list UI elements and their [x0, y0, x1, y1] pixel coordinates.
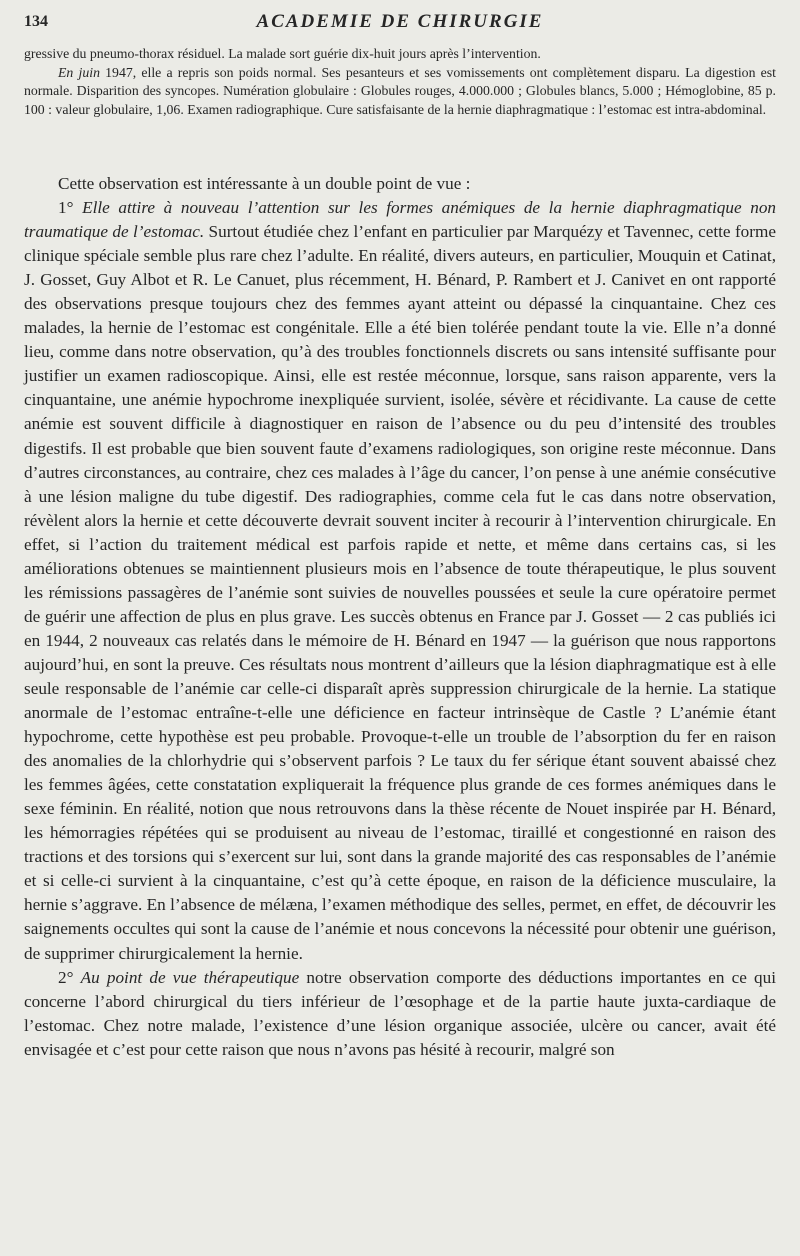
paragraph-1-number: 1° [58, 198, 74, 218]
running-title: ACADEMIE DE CHIRURGIE [256, 11, 544, 32]
body-text [24, 172, 776, 1062]
case-note-line1: gressive du pneumo-thorax résiduel. La malade sort guérie dix-huit jours après l’intervention. [24, 46, 541, 61]
paragraph-1-italic: Elle attire à nouveau l’attention sur les formes anémiques de la hernie diaphragmatique non traumatique de l’estomac. [24, 198, 777, 242]
page-header [24, 11, 776, 37]
case-note-date: En juin [58, 64, 100, 80]
paragraph-2-italic: Au point de vue thérapeutique [80, 967, 300, 987]
case-note-text: 1947, elle a repris son poids normal. Ses pesanteurs et ses vomissements ont complètement disparu. La digestion est normale. Disparition des syncopes. Numération globulaire : Globules rouges, 4.000.000 ; Globules blancs, 5.000 ; Hémoglobine, 85 p. 100 : valeur globulaire, 1,06. Examen radiographique. Cure satisfaisante de la hernie diaphragmatique : l’estomac est intra-abdominal. [24, 64, 776, 117]
paragraph-2-number: 2° [58, 967, 74, 987]
paragraph-1-text: Surtout étudiée chez l’enfant en particulier par Marquézy et Tavennec, cette forme clinique spéciale semble plus rare chez l’adulte. En réalité, divers auteurs, en particulier, Mouquin et Catinat, J. Gosset, Guy Albot et R. Le Canuet, plus récemment, H. Bénard, P. Rambert et J. Canivet en ont rapporté des observations presque toujours chez des femmes ayant atteint ou dépassé la cinquantaine. Chez ces malades, la hernie de l’estomac est congénitale. Elle a été bien tolérée pendant toute la vie. Elle n’a donné lieu, comme dans notre observation, qu’à des troubles fonctionnels discrets ou sans intensité suffisante pour justifier un examen radioscopique. Ainsi, elle est restée méconnue, lorsque, sans raison apparente, vers la cinquantaine, une anémie hypochrome inexpliquée survient, isolée, sévère et récidivante. La cause de cette anémie est souvent difficile à diagnostiquer en raison de l’absence ou du peu d’intensité des troubles digestifs. Il est probable que bien souvent faute d’examens radiologiques, son origine reste méconnue. Dans d’autres circonstances, au contraire, chez ces malades à l’âge du cancer, l’on pense à une anémie consécutive à une lésion maligne du tube digestif. Des radiographies, comme cela fut le cas dans notre observation, révèlent alors la hernie et cette découverte devrait souvent inciter à recourir à l’intervention chirurgicale. En effet, si l’action du traitement médical est parfois rapide et nette, et même dans certains cas, si les améliorations obtenues se maintiennent plusieurs mois en l’absence de toute thérapeutique, le plus souvent les rémissions passagères de l’anémie sont suivies de nouvelles poussées et seule la cure opératoire permet de guérir une affection de plus en plus grave. Les succès obtenus en France par J. Gosset — 2 cas publiés ici en 1944, 2 nouveaux cas relatés dans le mémoire de H. Bénard en 1947 — la guérison que nous rapportons aujourd’hui, en sont la preuve. Ces résultats nous montrent d’ailleurs que la lésion diaphragmatique est à elle seule responsable de l’anémie car celle-ci disparaît après suppression chirurgicale de la hernie. La statique anormale de l’estomac entraîne-t-elle une déficience en facteur intrinsèque de Castle ? L’anémie étant hypochrome, cette hypothèse est peu probable. Provoque-t-elle un trouble de l’absorption du fer en raison des anomalies de la chlorhydrie qui s’observent parfois ? Le taux du fer sérique étant souvent abaissé chez les femmes âgées, cette constatation expliquerait la fréquence plus grande de ces formes anémiques dans le sexe féminin. En réalité, notion que nous retrouvons dans la thèse récente de Nouet inspirée par H. Bénard, les hémorragies répétées qui se produisent au niveau de l’estomac, tiraillé et congestionné en raison des tractions et des torsions qui s’exercent sur lui, sont dans la grande majorité des cas responsables de l’anémie et si celle-ci survient à la cinquantaine, c’est qu’à cette époque, en raison de la déficience musculaire, la hernie s’aggrave. En l’absence de mélæna, l’examen méthodique des selles, permet, en effet, de découvrir les saignements occultes qui sont la cause de l’anémie et nous concevons la nécessité pour obtenir une guérison, de supprimer chirurgicalement la hernie. [24, 222, 776, 963]
case-note [24, 45, 776, 119]
paragraph-2 [24, 966, 776, 1062]
paragraph-1 [24, 196, 776, 966]
page-number: 134 [24, 13, 48, 30]
paragraph-2-text: notre observation comporte des déductions importantes en ce qui concerne l’abord chirurgical du tiers inférieur de l’œsophage et de la partie haute juxta-cardiaque de l’estomac. Chez notre malade, l’existence d’une lésion organique associée, ulcère ou cancer, avait été envisagée et c’est pour cette raison que nous n’avons pas hésité à recourir, malgré son [24, 967, 776, 1059]
intro-paragraph: Cette observation est intéressante à un double point de vue : [58, 174, 471, 193]
case-note-line2 [24, 64, 776, 120]
